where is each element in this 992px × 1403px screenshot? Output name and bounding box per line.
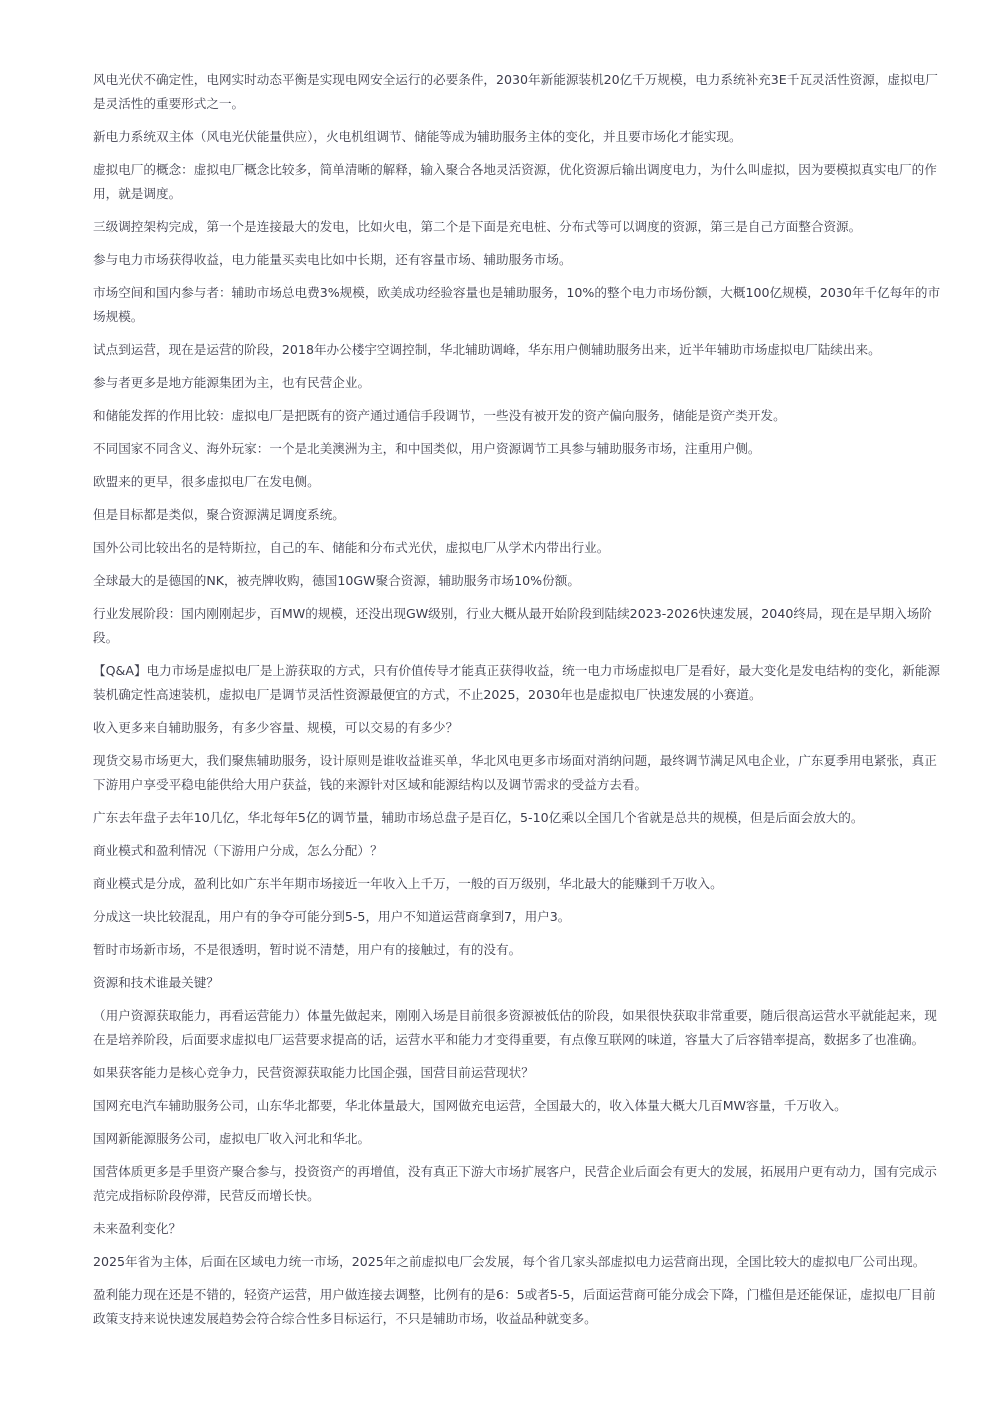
paragraph: 【Q&A】电力市场是虚拟电厂是上游获取的方式，只有价值传导才能真正获得收益，统一电力市场虚拟电厂是看好，最大变化是发电结构的变化，新能源装机确定性高速装机，虚拟电厂是调节灵活性资源最便宜的方式，不止2025，2030年也是虚拟电厂快速发展的小赛道。 — [93, 663, 940, 702]
paragraph: 盈利能力现在还是不错的，轻资产运营，用户做连接去调整，比例有的是6：5或者5-5，后面运营商可能分成会下降，门槛但是还能保证，虚拟电厂目前政策支持来说快速发展趋势会符合综合性多目标运行，不只是辅助市场，收益品种就变多。 — [93, 1287, 936, 1326]
paragraph: 2025年省为主体，后面在区域电力统一市场，2025年之前虚拟电厂会发展，每个省几家头部虚拟电力运营商出现，全国比较大的虚拟电厂公司出现。 — [93, 1254, 926, 1269]
paragraph: 全球最大的是德国的NK，被壳牌收购，德国10GW聚合资源，辅助服务市场10%份额。 — [93, 573, 580, 588]
paragraph: 国网新能源服务公司，虚拟电厂收入河北和华北。 — [93, 1131, 371, 1146]
paragraph: 新电力系统双主体（风电光伏能量供应），火电机组调节、储能等成为辅助服务主体的变化，并且要市场化才能实现。 — [93, 129, 742, 144]
paragraph: 未来盈利变化？ — [93, 1221, 182, 1236]
paragraph: 市场空间和国内参与者：辅助市场总电费3%规模，欧美成功经验容量也是辅助服务，10%的整个电力市场份额，大概100亿规模，2030年千亿每年的市场规模。 — [93, 285, 941, 324]
paragraph: 不同国家不同含义、海外玩家：一个是北美澳洲为主，和中国类似，用户资源调节工具参与辅助服务市场，注重用户侧。 — [93, 441, 761, 456]
paragraph: 但是目标都是类似，聚合资源满足调度系统。 — [93, 507, 345, 522]
document-body — [93, 68, 945, 1340]
paragraph: 商业模式和盈利情况（下游用户分成，怎么分配）？ — [93, 843, 383, 858]
paragraph: 风电光伏不确定性，电网实时动态平衡是实现电网安全运行的必要条件，2030年新能源装机20亿千万规模，电力系统补充3E千瓦灵活性资源，虚拟电厂是灵活性的重要形式之一。 — [93, 72, 938, 111]
paragraph: 收入更多来自辅助服务，有多少容量、规模，可以交易的有多少？ — [93, 720, 459, 735]
paragraph: 欧盟来的更早，很多虚拟电厂在发电侧。 — [93, 474, 320, 489]
paragraph: （用户资源获取能力，再看运营能力）体量先做起来，刚刚入场是目前很多资源被低估的阶段，如果很快获取非常重要，随后很高运营水平就能起来，现在是培养阶段，后面要求虚拟电厂运营要求提高的话，运营水平和能力才变得重要，有点像互联网的味道，容量大了后容错率提高，数据多了也准确。 — [93, 1008, 937, 1047]
paragraph: 和储能发挥的作用比较：虚拟电厂是把既有的资产通过通信手段调节，一些没有被开发的资产偏向服务，储能是资产类开发。 — [93, 408, 786, 423]
paragraph: 三级调控架构完成，第一个是连接最大的发电，比如火电，第二个是下面是充电桩、分布式等可以调度的资源，第三是自己方面整合资源。 — [93, 219, 862, 234]
paragraph: 参与者更多是地方能源集团为主，也有民营企业。 — [93, 375, 371, 390]
paragraph: 如果获客能力是核心竞争力，民营资源获取能力比国企强，国营目前运营现状？ — [93, 1065, 534, 1080]
paragraph: 国网充电汽车辅助服务公司，山东华北都要，华北体量最大，国网做充电运营，全国最大的，收入体量大概大几百MW容量，千万收入。 — [93, 1098, 847, 1113]
paragraph: 现货交易市场更大，我们聚焦辅助服务，设计原则是谁收益谁买单，华北风电更多市场面对消纳问题，最终调节满足风电企业，广东夏季用电紧张，真正下游用户享受平稳电能供给大用户获益，钱的来源针对区域和能源结构以及调节需求的受益方去看。 — [93, 753, 937, 792]
paragraph: 商业模式是分成，盈利比如广东半年期市场接近一年收入上千万，一般的百万级别，华北最大的能赚到千万收入。 — [93, 876, 723, 891]
paragraph: 广东去年盘子去年10几亿，华北每年5亿的调节量，辅助市场总盘子是百亿，5-10亿乘以全国几个省就是总共的规模，但是后面会放大的。 — [93, 810, 864, 825]
paragraph: 试点到运营，现在是运营的阶段，2018年办公楼宇空调控制，华北辅助调峰，华东用户侧辅助服务出来，近半年辅助市场虚拟电厂陆续出来。 — [93, 342, 881, 357]
paragraph: 资源和技术谁最关键？ — [93, 975, 219, 990]
paragraph: 国外公司比较出名的是特斯拉，自己的车、储能和分布式光伏，虚拟电厂从学术内带出行业。 — [93, 540, 610, 555]
paragraph: 参与电力市场获得收益，电力能量买卖电比如中长期，还有容量市场、辅助服务市场。 — [93, 252, 572, 267]
paragraph: 虚拟电厂的概念：虚拟电厂概念比较多，简单清晰的解释，输入聚合各地灵活资源，优化资源后输出调度电力，为什么叫虚拟，因为要模拟真实电厂的作用，就是调度。 — [93, 162, 937, 201]
paragraph: 暂时市场新市场，不是很透明，暂时说不清楚，用户有的接触过，有的没有。 — [93, 942, 522, 957]
paragraph: 行业发展阶段：国内刚刚起步，百MW的规模，还没出现GW级别，行业大概从最开始阶段到陆续2023-2026快速发展，2040终局，现在是早期入场阶段。 — [93, 606, 932, 645]
paragraph: 分成这一块比较混乱，用户有的争夺可能分到5-5，用户不知道运营商拿到7，用户3。 — [93, 909, 571, 924]
paragraph: 国营体质更多是手里资产聚合参与，投资资产的再增值，没有真正下游大市场扩展客户，民营企业后面会有更大的发展，拓展用户更有动力，国有完成示范完成指标阶段停滞，民营反而增长快。 — [93, 1164, 937, 1203]
